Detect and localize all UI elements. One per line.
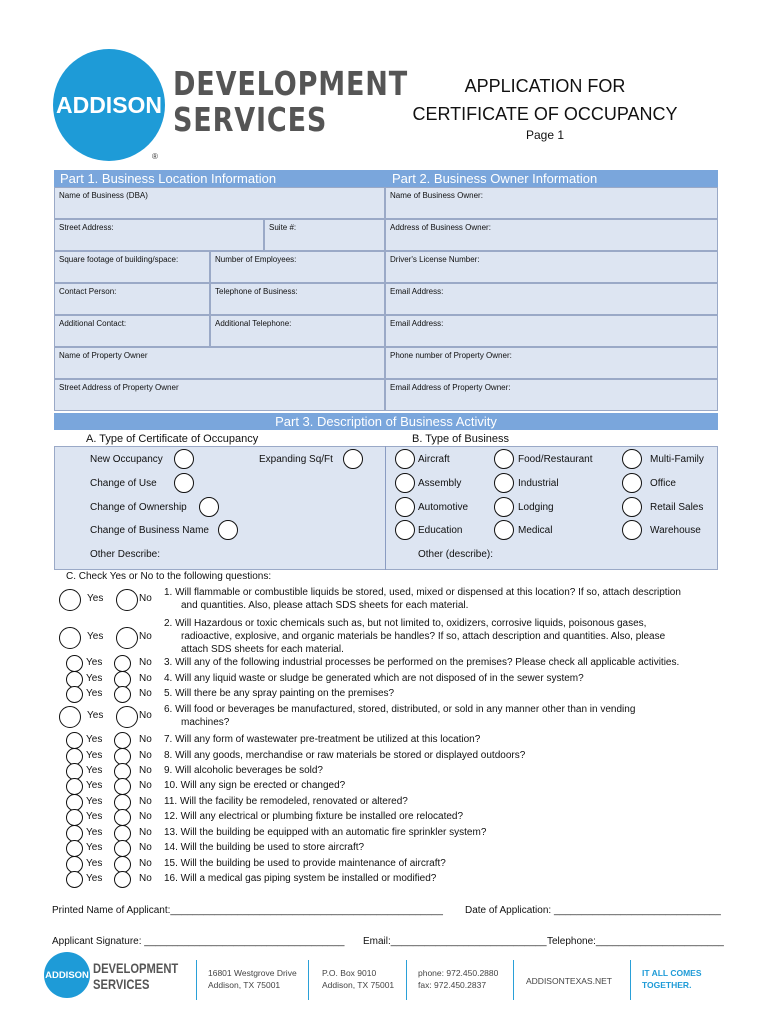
sqft-label: Square footage of building/space: bbox=[59, 255, 179, 264]
q6-no-radio[interactable] bbox=[116, 706, 138, 728]
registered-mark: ® bbox=[152, 152, 158, 161]
property-phone-label: Phone number of Property Owner: bbox=[390, 351, 512, 360]
email-field-2[interactable] bbox=[385, 315, 718, 347]
q3-no-label: No bbox=[139, 656, 152, 668]
q1-no-radio[interactable] bbox=[116, 589, 138, 611]
contact-person-label: Contact Person: bbox=[59, 287, 117, 296]
signature-line[interactable]: Applicant Signature: ____________________________________ bbox=[52, 936, 345, 947]
footer-sep-5 bbox=[630, 960, 631, 1000]
q14-no-radio[interactable] bbox=[114, 840, 131, 857]
q2-yes-radio[interactable] bbox=[59, 627, 81, 649]
sqft-field[interactable] bbox=[54, 251, 210, 283]
footer-tagline bbox=[642, 967, 702, 991]
property-email-label: Email Address of Property Owner: bbox=[390, 383, 511, 392]
expanding-radio[interactable] bbox=[343, 449, 363, 469]
aircraft-label: Aircraft bbox=[418, 454, 450, 465]
expanding-label: Expanding Sq/Ft bbox=[259, 454, 333, 465]
q5-yes-label: Yes bbox=[86, 687, 103, 699]
q11-no-radio[interactable] bbox=[114, 794, 131, 811]
q11-yes-radio[interactable] bbox=[66, 794, 83, 811]
footer-addr2: Addison, TX 75001 bbox=[208, 980, 281, 990]
change-name-radio[interactable] bbox=[218, 520, 238, 540]
q7-yes-radio[interactable] bbox=[66, 732, 83, 749]
street-address-label: Street Address: bbox=[59, 223, 114, 232]
q14-yes-label: Yes bbox=[86, 841, 103, 853]
q11-text-line-1: 11. Will the facility be remodeled, renovated or altered? bbox=[164, 796, 408, 807]
new-occupancy-label: New Occupancy bbox=[90, 454, 163, 465]
footer-phone bbox=[418, 967, 498, 991]
change-ownership-label: Change of Ownership bbox=[90, 502, 187, 513]
q9-yes-radio[interactable] bbox=[66, 763, 83, 780]
multifamily-radio[interactable] bbox=[622, 449, 642, 469]
lodging-label: Lodging bbox=[518, 502, 554, 513]
q2-text-line-2: radioactive, explosive, and organic materials be handles? If so, attach description and quantities. Also, please bbox=[181, 631, 666, 642]
lodging-radio[interactable] bbox=[494, 497, 514, 517]
footer-tag2: TOGETHER. bbox=[642, 980, 692, 990]
q13-yes-radio[interactable] bbox=[66, 825, 83, 842]
q12-yes-label: Yes bbox=[86, 810, 103, 822]
footer-addr1: 16801 Westgrove Drive bbox=[208, 968, 297, 978]
business-phone-label: Telephone of Business: bbox=[215, 287, 298, 296]
q12-text-line-1: 12. Will any electrical or plumbing fixture be installed ore relocated? bbox=[164, 811, 464, 822]
q14-no-label: No bbox=[139, 841, 152, 853]
footer-phone1: phone: 972.450.2880 bbox=[418, 968, 499, 978]
q12-yes-radio[interactable] bbox=[66, 809, 83, 826]
footer-sep-2 bbox=[308, 960, 309, 1000]
q6-yes-label: Yes bbox=[87, 710, 104, 721]
q8-no-label: No bbox=[139, 749, 152, 761]
assembly-label: Assembly bbox=[418, 478, 462, 489]
automotive-radio[interactable] bbox=[395, 497, 415, 517]
q10-no-radio[interactable] bbox=[114, 778, 131, 795]
owner-address-field[interactable] bbox=[385, 219, 718, 251]
business-name-label: Name of Business (DBA) bbox=[59, 191, 148, 200]
owner-name-field[interactable] bbox=[385, 187, 718, 219]
medical-label: Medical bbox=[518, 525, 553, 536]
footer-services: SERVICES bbox=[93, 976, 150, 992]
logo-wordmark bbox=[173, 66, 408, 138]
page-label: Page 1 bbox=[525, 128, 565, 142]
additional-contact-label: Additional Contact: bbox=[59, 319, 127, 328]
email-line[interactable]: Email:____________________________ bbox=[363, 936, 547, 947]
food-label: Food/Restaurant bbox=[518, 454, 593, 465]
other-describe-label: Other Describe: bbox=[90, 549, 161, 560]
other-business-label: Other (describe): bbox=[418, 549, 494, 560]
automotive-label: Automotive bbox=[418, 502, 469, 513]
q2-text-line-3: attach SDS sheets for each material. bbox=[181, 644, 344, 655]
q10-text-line-1: 10. Will any sign be erected or changed? bbox=[164, 780, 346, 791]
change-ownership-radio[interactable] bbox=[199, 497, 219, 517]
q9-text-line-1: 9. Will alcoholic beverages be sold? bbox=[164, 765, 323, 776]
footer-tag1: IT ALL COMES bbox=[642, 968, 702, 978]
q3-yes-radio[interactable] bbox=[66, 655, 83, 672]
q13-yes-label: Yes bbox=[86, 826, 103, 838]
q8-yes-label: Yes bbox=[86, 749, 103, 761]
footer-sep-4 bbox=[513, 960, 514, 1000]
q10-yes-label: Yes bbox=[86, 779, 103, 791]
q16-no-radio[interactable] bbox=[114, 871, 131, 888]
telephone-line[interactable]: Telephone:_______________________ bbox=[547, 936, 724, 947]
printed-name-line[interactable]: Printed Name of Applicant:_________________________________________________ bbox=[52, 905, 443, 916]
q8-yes-radio[interactable] bbox=[66, 748, 83, 765]
suite-label: Suite #: bbox=[269, 223, 297, 232]
q9-no-radio[interactable] bbox=[114, 763, 131, 780]
q9-no-label: No bbox=[139, 764, 152, 776]
q4-yes-label: Yes bbox=[86, 672, 103, 684]
q7-text-line-1: 7. Will any form of wastewater pre-treatment be utilized at this location? bbox=[164, 734, 481, 745]
q14-yes-radio[interactable] bbox=[66, 840, 83, 857]
property-street-field[interactable] bbox=[54, 379, 385, 411]
q11-yes-label: Yes bbox=[86, 795, 103, 807]
q1-no-label: No bbox=[139, 593, 152, 604]
q4-no-label: No bbox=[139, 672, 152, 684]
property-owner-label: Name of Property Owner bbox=[59, 351, 148, 360]
part3-divider bbox=[385, 446, 386, 570]
property-owner-field[interactable] bbox=[54, 347, 385, 379]
addison-logo-circle bbox=[53, 49, 165, 161]
q7-no-label: No bbox=[139, 733, 152, 745]
q12-no-radio[interactable] bbox=[114, 809, 131, 826]
q1-yes-radio[interactable] bbox=[59, 589, 81, 611]
contact-person-field[interactable] bbox=[54, 283, 210, 315]
q2-yes-label: Yes bbox=[87, 630, 104, 642]
footer-po bbox=[322, 967, 394, 991]
street-address-field[interactable] bbox=[54, 219, 264, 251]
q14-text-line-1: 14. Will the building be used to store aircraft? bbox=[164, 842, 365, 853]
office-radio[interactable] bbox=[622, 473, 642, 493]
q2-text-line-1: 2. Will Hazardous or toxic chemicals such as, but not limited to, oxidizers, corrosive liquids, poisonous gases, bbox=[164, 618, 647, 629]
q4-no-radio[interactable] bbox=[114, 671, 131, 688]
education-radio[interactable] bbox=[395, 520, 415, 540]
food-radio[interactable] bbox=[494, 449, 514, 469]
q1-text-line-2: and quantities. Also, please attach SDS sheets for each material. bbox=[181, 600, 469, 611]
medical-radio[interactable] bbox=[494, 520, 514, 540]
q5-text-line-1: 5. Will there be any spray painting on the premises? bbox=[164, 688, 395, 699]
q7-yes-label: Yes bbox=[86, 733, 103, 745]
q5-yes-radio[interactable] bbox=[66, 686, 83, 703]
q13-no-label: No bbox=[139, 826, 152, 838]
change-name-label: Change of Business Name bbox=[90, 525, 209, 536]
aircraft-radio[interactable] bbox=[395, 449, 415, 469]
q3-yes-label: Yes bbox=[86, 656, 103, 668]
q5-no-radio[interactable] bbox=[114, 686, 131, 703]
additional-phone-label: Additional Telephone: bbox=[215, 319, 292, 328]
warehouse-radio[interactable] bbox=[622, 520, 642, 540]
retail-radio[interactable] bbox=[622, 497, 642, 517]
employees-label: Number of Employees: bbox=[215, 255, 297, 264]
q6-yes-radio[interactable] bbox=[59, 706, 81, 728]
footer-address bbox=[208, 967, 297, 991]
q8-no-radio[interactable] bbox=[114, 748, 131, 765]
q15-yes-radio[interactable] bbox=[66, 856, 83, 873]
suite-field[interactable] bbox=[264, 219, 385, 251]
title-line2: CERTIFICATE OF OCCUPANCY bbox=[412, 104, 678, 124]
q11-no-label: No bbox=[139, 795, 152, 807]
retail-label: Retail Sales bbox=[650, 502, 704, 513]
q4-text-line-1: 4. Will any liquid waste or sludge be generated which are not disposed of in the sewer system? bbox=[164, 673, 584, 684]
q9-yes-label: Yes bbox=[86, 764, 103, 776]
type-certificate-heading: A. Type of Certificate of Occupancy bbox=[86, 433, 259, 445]
part2-heading: Part 2. Business Owner Information bbox=[392, 171, 598, 186]
property-street-label: Street Address of Property Owner bbox=[59, 383, 179, 392]
license-field[interactable] bbox=[385, 251, 718, 283]
footer-logo-text: ADDISON bbox=[45, 969, 89, 981]
q16-yes-radio[interactable] bbox=[66, 871, 83, 888]
logo-line1: DEVELOPMENT bbox=[173, 64, 409, 103]
business-name-field[interactable] bbox=[54, 187, 385, 219]
q3-no-radio[interactable] bbox=[114, 655, 131, 672]
assembly-radio[interactable] bbox=[395, 473, 415, 493]
q15-no-radio[interactable] bbox=[114, 856, 131, 873]
q6-text-line-2: machines? bbox=[181, 717, 230, 728]
footer-logo-circle bbox=[44, 952, 90, 998]
education-label: Education bbox=[418, 525, 463, 536]
q1-yes-label: Yes bbox=[87, 593, 104, 604]
q1-text-line-1: 1. Will flammable or combustible liquids be stored, used, mixed or dispensed at this location? If so, attach description bbox=[164, 587, 681, 598]
q10-yes-radio[interactable] bbox=[66, 778, 83, 795]
type-business-heading: B. Type of Business bbox=[412, 433, 510, 445]
footer-sep-1 bbox=[196, 960, 197, 1000]
new-occupancy-radio[interactable] bbox=[174, 449, 194, 469]
q15-yes-label: Yes bbox=[86, 857, 103, 869]
title-line1: APPLICATION FOR bbox=[464, 76, 626, 96]
footer-wordmark bbox=[93, 960, 178, 992]
q16-yes-label: Yes bbox=[86, 872, 103, 884]
property-email-field[interactable] bbox=[385, 379, 718, 411]
change-use-radio[interactable] bbox=[174, 473, 194, 493]
q2-no-label: No bbox=[139, 630, 152, 642]
q7-no-radio[interactable] bbox=[114, 732, 131, 749]
multifamily-label: Multi-Family bbox=[650, 454, 704, 465]
q15-text-line-1: 15. Will the building be used to provide maintenance of aircraft? bbox=[164, 858, 446, 869]
q15-no-label: No bbox=[139, 857, 152, 869]
email-label-2: Email Address: bbox=[390, 319, 444, 328]
license-label: Driver's License Number: bbox=[390, 255, 480, 264]
q6-no-label: No bbox=[139, 710, 152, 721]
footer-dev: DEVELOPMENT bbox=[93, 960, 179, 976]
q6-text-line-1: 6. Will food or beverages be manufactured, stored, distributed, or sold in any manner other than in vending bbox=[164, 704, 636, 715]
q5-no-label: No bbox=[139, 687, 152, 699]
email-field-1[interactable] bbox=[385, 283, 718, 315]
q3-text-line-1: 3. Will any of the following industrial processes be performed on the premises? Please check all applicable activities. bbox=[164, 657, 680, 668]
industrial-label: Industrial bbox=[518, 478, 559, 489]
q13-text-line-1: 13. Will the building be equipped with an automatic fire sprinkler system? bbox=[164, 827, 487, 838]
additional-phone-field[interactable] bbox=[210, 315, 385, 347]
part3-heading: Part 3. Description of Business Activity bbox=[54, 413, 718, 430]
warehouse-label: Warehouse bbox=[650, 525, 701, 536]
owner-name-label: Name of Business Owner: bbox=[390, 191, 483, 200]
q4-yes-radio[interactable] bbox=[66, 671, 83, 688]
part1-heading: Part 1. Business Location Information bbox=[60, 171, 277, 186]
logo-circle-text: ADDISON bbox=[55, 91, 163, 118]
footer-sep-3 bbox=[406, 960, 407, 1000]
q16-no-label: No bbox=[139, 872, 152, 884]
q16-text-line-1: 16. Will a medical gas piping system be installed or modified? bbox=[164, 873, 437, 884]
owner-address-label: Address of Business Owner: bbox=[390, 223, 491, 232]
footer-po2: Addison, TX 75001 bbox=[322, 980, 395, 990]
footer-po1: P.O. Box 9010 bbox=[322, 968, 377, 978]
q2-no-radio[interactable] bbox=[116, 627, 138, 649]
logo-line2: SERVICES bbox=[173, 100, 328, 139]
q13-no-radio[interactable] bbox=[114, 825, 131, 842]
footer-phone2: fax: 972.450.2837 bbox=[418, 980, 487, 990]
q10-no-label: No bbox=[139, 779, 152, 791]
date-line[interactable]: Date of Application: ______________________________ bbox=[465, 905, 721, 916]
industrial-radio[interactable] bbox=[494, 473, 514, 493]
email-label-1: Email Address: bbox=[390, 287, 444, 296]
questions-heading: C. Check Yes or No to the following questions: bbox=[66, 571, 272, 582]
change-use-label: Change of Use bbox=[90, 478, 157, 489]
employees-field[interactable] bbox=[210, 251, 385, 283]
property-phone-field[interactable] bbox=[385, 347, 718, 379]
office-label: Office bbox=[650, 478, 676, 489]
business-phone-field[interactable] bbox=[210, 283, 385, 315]
additional-contact-field[interactable] bbox=[54, 315, 210, 347]
q8-text-line-1: 8. Will any goods, merchandise or raw materials be stored or displayed outdoors? bbox=[164, 750, 526, 761]
q12-no-label: No bbox=[139, 810, 152, 822]
footer-website[interactable]: ADDISONTEXAS.NET bbox=[526, 976, 612, 986]
